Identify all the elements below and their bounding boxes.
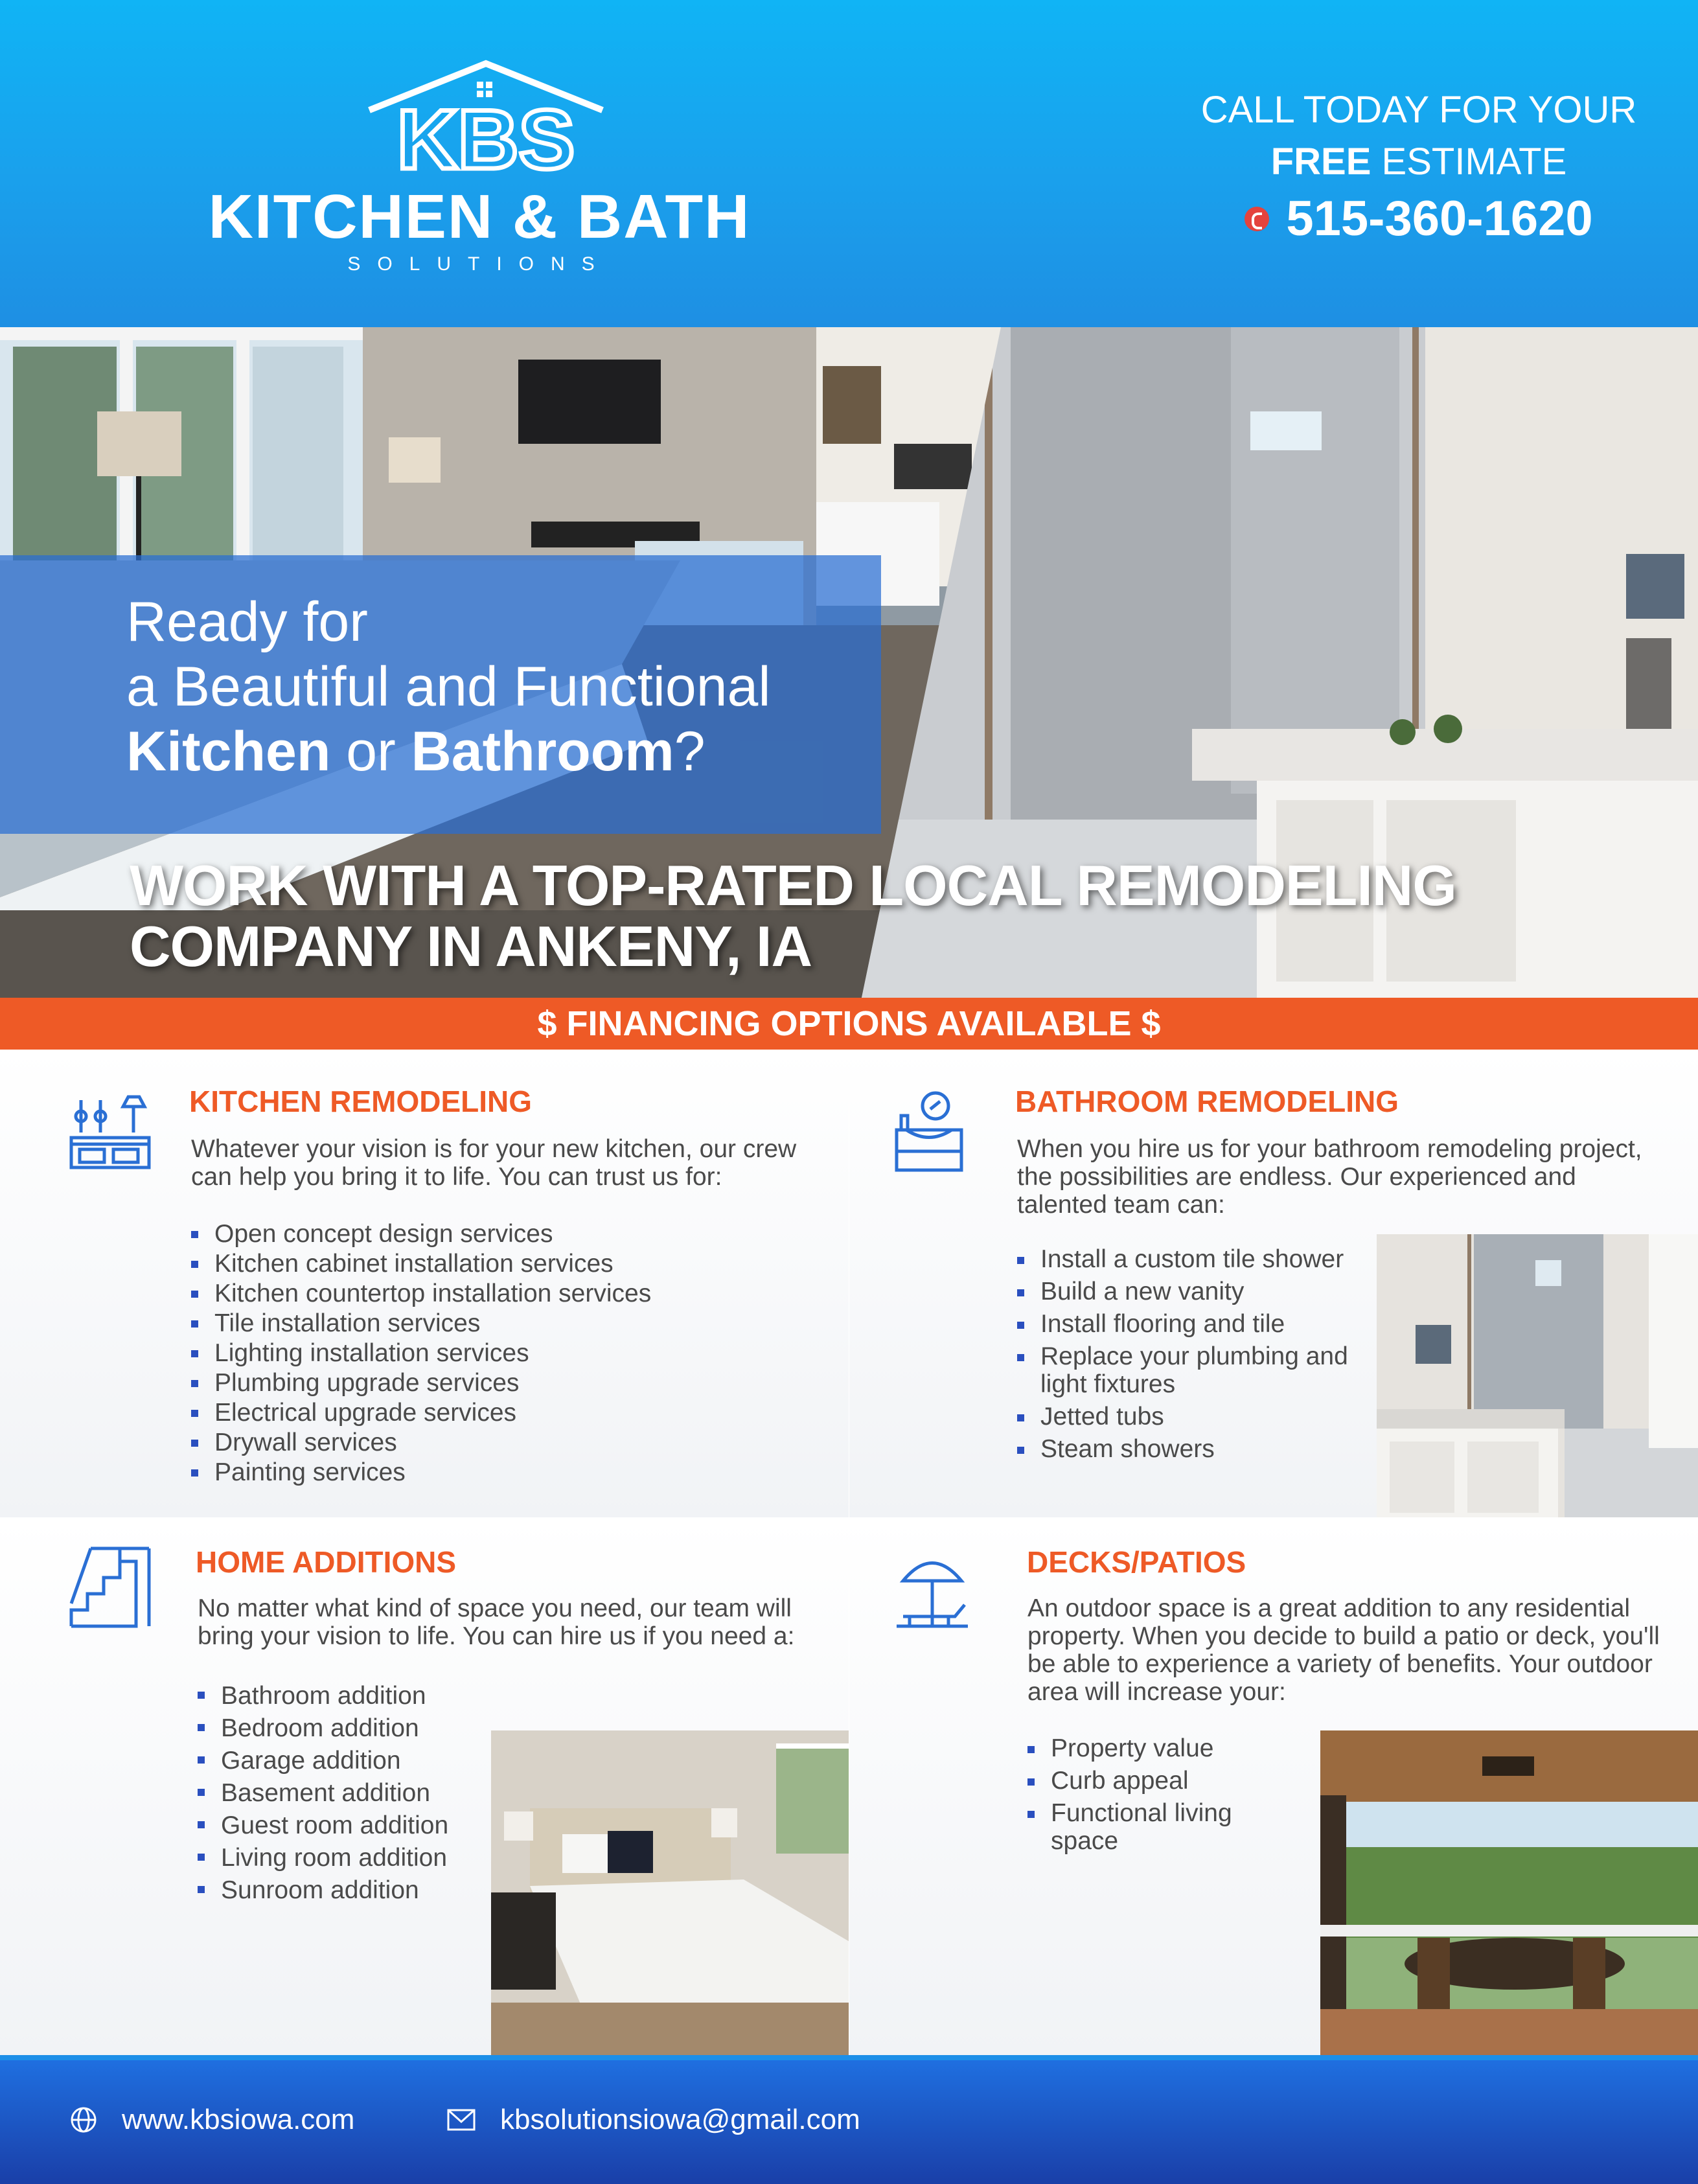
list-item: Install a custom tile shower xyxy=(1017,1245,1354,1273)
decks-intro: An outdoor space is a great addition to any residential property. When you decide to build a patio or deck, you'll be able to experience a variety of benefits. Your outdoor area will increase your: xyxy=(1027,1594,1660,1706)
phone-number: 515-360-1620 xyxy=(1286,191,1593,246)
hero-question-line-1: Ready for xyxy=(126,591,368,653)
additions-intro: No matter what kind of space you need, our team will bring your vision to life. You can hire us if you need a: xyxy=(198,1594,795,1650)
brand-subtitle: SOLUTIONS xyxy=(347,253,612,275)
svg-text:KBS: KBS xyxy=(396,92,575,181)
hero-question-line-3 xyxy=(126,719,770,784)
list-item: Garage addition xyxy=(198,1745,448,1777)
list-item: Sunroom addition xyxy=(198,1874,448,1907)
brand-name: KITCHEN & BATH xyxy=(208,182,751,251)
hero-bathroom-word: Bathroom xyxy=(411,720,674,783)
kitchen-services-list xyxy=(191,1219,651,1488)
list-item: Basement addition xyxy=(198,1777,448,1810)
list-item: Install flooring and tile xyxy=(1017,1310,1354,1338)
list-item: Kitchen cabinet installation services xyxy=(191,1249,651,1279)
bathroom-vanity-icon xyxy=(893,1090,965,1174)
house-logo-icon xyxy=(356,58,615,181)
list-item: Plumbing upgrade services xyxy=(191,1368,651,1398)
list-item: Electrical upgrade services xyxy=(191,1398,651,1428)
hero-question xyxy=(126,590,770,784)
email-text: kbsolutionsiowa@gmail.com xyxy=(500,2104,860,2135)
bedroom-photo xyxy=(491,1730,849,2055)
call-to-action xyxy=(1179,84,1658,250)
website-link[interactable] xyxy=(70,2102,354,2138)
additions-list xyxy=(198,1680,448,1907)
kitchen-remodeling-section xyxy=(0,1050,849,1517)
hero-question-line-2: a Beautiful and Functional xyxy=(126,656,771,718)
list-item: Curb appeal xyxy=(1027,1767,1293,1795)
list-item: Bathroom addition xyxy=(198,1680,448,1712)
list-item: Tile installation services xyxy=(191,1309,651,1339)
hero-headline xyxy=(130,855,1456,977)
kitchen-intro: Whatever your vision is for your new kitchen, our crew can help you bring it to life. You can trust us for: xyxy=(191,1135,797,1191)
hero-question-mark: ? xyxy=(674,720,706,783)
globe-icon xyxy=(70,2106,97,2133)
bathroom-services-list xyxy=(1017,1245,1354,1463)
bathroom-photo xyxy=(1377,1234,1698,1517)
company-logo[interactable] xyxy=(194,58,764,275)
header xyxy=(0,0,1698,327)
list-item: Drywall services xyxy=(191,1428,651,1458)
list-item: Steam showers xyxy=(1017,1435,1354,1463)
covered-patio-photo xyxy=(1320,1730,1698,2055)
hero-or-word: or xyxy=(346,720,396,783)
list-item: Open concept design services xyxy=(191,1219,651,1249)
list-item: Living room addition xyxy=(198,1842,448,1874)
cta-line-1: CALL TODAY FOR YOUR xyxy=(1200,89,1637,131)
list-item: Bedroom addition xyxy=(198,1712,448,1745)
cta-free: FREE xyxy=(1270,141,1371,183)
decks-title: DECKS/PATIOS xyxy=(1027,1545,1246,1579)
hero-banner xyxy=(0,327,1698,998)
additions-title: HOME ADDITIONS xyxy=(196,1545,457,1579)
financing-banner: $ FINANCING OPTIONS AVAILABLE $ xyxy=(0,998,1698,1050)
phone-icon xyxy=(1245,207,1269,231)
cta-line-2 xyxy=(1179,136,1658,188)
hero-kitchen-word: Kitchen xyxy=(126,720,331,783)
list-item: Replace your plumbing and light fixtures xyxy=(1017,1342,1354,1398)
bathroom-remodeling-section xyxy=(849,1050,1698,1517)
email-link[interactable] xyxy=(447,2102,860,2138)
list-item: Painting services xyxy=(191,1458,651,1488)
list-item: Functional living space xyxy=(1027,1799,1293,1855)
website-text: www.kbsiowa.com xyxy=(122,2104,355,2135)
decks-patios-section xyxy=(849,1518,1698,2055)
bathroom-title: BATHROOM REMODELING xyxy=(1015,1085,1399,1118)
hero-headline-line-2: COMPANY IN ANKENY, IA xyxy=(130,914,812,978)
envelope-icon xyxy=(447,2109,476,2131)
home-additions-section xyxy=(0,1518,849,2055)
hero-headline-line-1: WORK WITH A TOP-RATED LOCAL REMODELING xyxy=(130,853,1456,917)
stairs-icon xyxy=(68,1545,152,1629)
list-item: Jetted tubs xyxy=(1017,1403,1354,1431)
list-item: Lighting installation services xyxy=(191,1339,651,1368)
bathroom-intro: When you hire us for your bathroom remodeling project, the possibilities are endless. Our experienced and talented team can: xyxy=(1017,1135,1642,1219)
list-item: Property value xyxy=(1027,1734,1293,1762)
list-item: Guest room addition xyxy=(198,1810,448,1842)
cta-estimate: ESTIMATE xyxy=(1381,141,1567,183)
patio-umbrella-icon xyxy=(893,1552,971,1629)
phone-number-link[interactable] xyxy=(1245,188,1592,250)
list-item: Build a new vanity xyxy=(1017,1278,1354,1305)
kitchen-icon xyxy=(68,1087,152,1171)
kitchen-title: KITCHEN REMODELING xyxy=(189,1085,532,1118)
footer xyxy=(0,2055,1698,2184)
list-item: Kitchen countertop installation services xyxy=(191,1279,651,1309)
decks-list xyxy=(1027,1734,1293,1855)
